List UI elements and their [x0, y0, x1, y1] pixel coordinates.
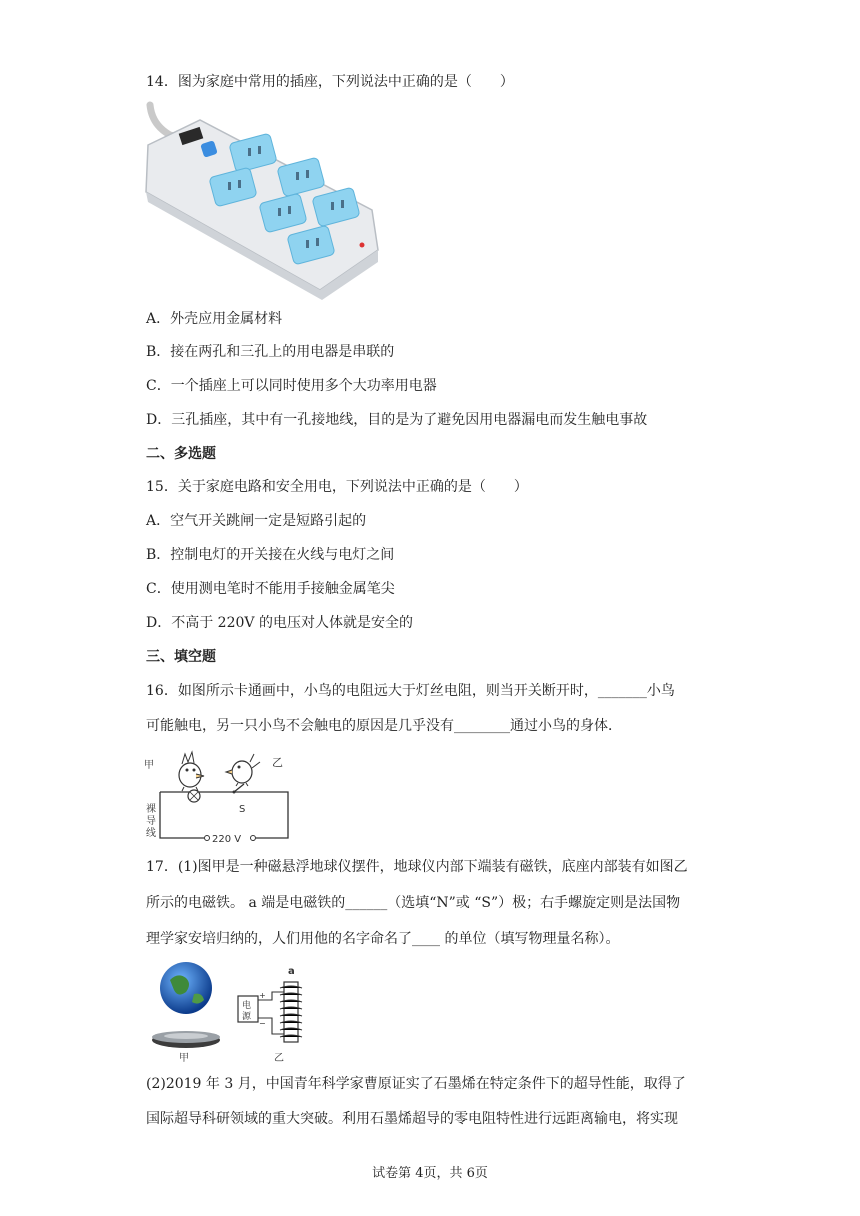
label-wire-1: 裸	[146, 804, 156, 815]
q15-option-a: A．空气开关跳闸一定是短路引起的	[146, 513, 367, 529]
q14-option-b: B．接在两孔和三孔上的用电器是串联的	[146, 344, 395, 360]
label-jia: 甲	[144, 760, 154, 771]
q17-part1-line-3: 理学家安培归纳的，人们用他的名字命名了____ 的单位（填写物理量名称）。	[146, 931, 620, 947]
maglev-globe-figure	[146, 958, 316, 1066]
page-footer: 试卷第 4页，共 6页	[372, 1166, 488, 1181]
q14-option-d: D．三孔插座，其中有一孔接地线，目的是为了避免因用电器漏电而发生触电事故	[146, 412, 648, 428]
birds-circuit-figure	[140, 750, 292, 845]
q17-part1-line-2: 所示的电磁铁。 a 端是电磁铁的______（选填“N”或 “S”）极；右手螺旋定则是法国物	[146, 895, 681, 911]
label-source-1: 电	[242, 1001, 252, 1011]
label-wire-2: 导	[146, 816, 156, 827]
label-a-end: a	[288, 966, 295, 977]
q17-part2-line-2: 国际超导科研领域的重大突破。利用石墨烯超导的零电阻特性进行远距离输电，将实现	[146, 1111, 678, 1127]
power-strip-image	[140, 100, 380, 300]
section-heading-multi-choice: 二、多选题	[146, 446, 216, 462]
q15-option-b: B．控制电灯的开关接在火线与电灯之间	[146, 547, 395, 563]
label-switch-s: S	[239, 804, 246, 815]
q17-part2-line-1: (2)2019 年 3 月，中国青年科学家曹原证实了石墨烯在特定条件下的超导性能，取得了	[146, 1076, 686, 1092]
q15-option-c: C．使用测电笔时不能用手接触金属笔尖	[146, 581, 395, 597]
label-plus: +	[259, 991, 266, 1000]
label-minus: −	[259, 1019, 266, 1028]
label-source-2: 源	[242, 1012, 252, 1022]
section-heading-fill-blank: 三、填空题	[146, 649, 216, 665]
label-yi-electromagnet: 乙	[274, 1053, 284, 1064]
q17-part1-line-1: 17．(1)图甲是一种磁悬浮地球仪摆件，地球仪内部下端装有磁铁，底座内部装有如图乙	[146, 859, 688, 875]
q14-option-c: C．一个插座上可以同时使用多个大功率用电器	[146, 378, 437, 394]
q15-option-d: D．不高于 220V 的电压对人体就是安全的	[146, 615, 413, 631]
q16-line-2: 可能触电，另一只小鸟不会触电的原因是几乎没有________通过小鸟的身体．	[146, 718, 622, 734]
label-yi: 乙	[272, 756, 283, 769]
q16-line-1: 16．如图所示卡通画中，小鸟的电阻远大于灯丝电阻，则当开关断开时，_______小鸟	[146, 683, 675, 699]
q14-stem: 14．图为家庭中常用的插座，下列说法中正确的是（ ）	[146, 74, 514, 90]
q15-stem: 15．关于家庭电路和安全用电，下列说法中正确的是（ ）	[146, 479, 528, 495]
label-voltage: 220 V	[212, 834, 242, 845]
q14-option-a: A．外壳应用金属材料	[146, 311, 283, 327]
label-jia-globe: 甲	[179, 1053, 189, 1064]
label-wire-3: 线	[146, 828, 156, 839]
